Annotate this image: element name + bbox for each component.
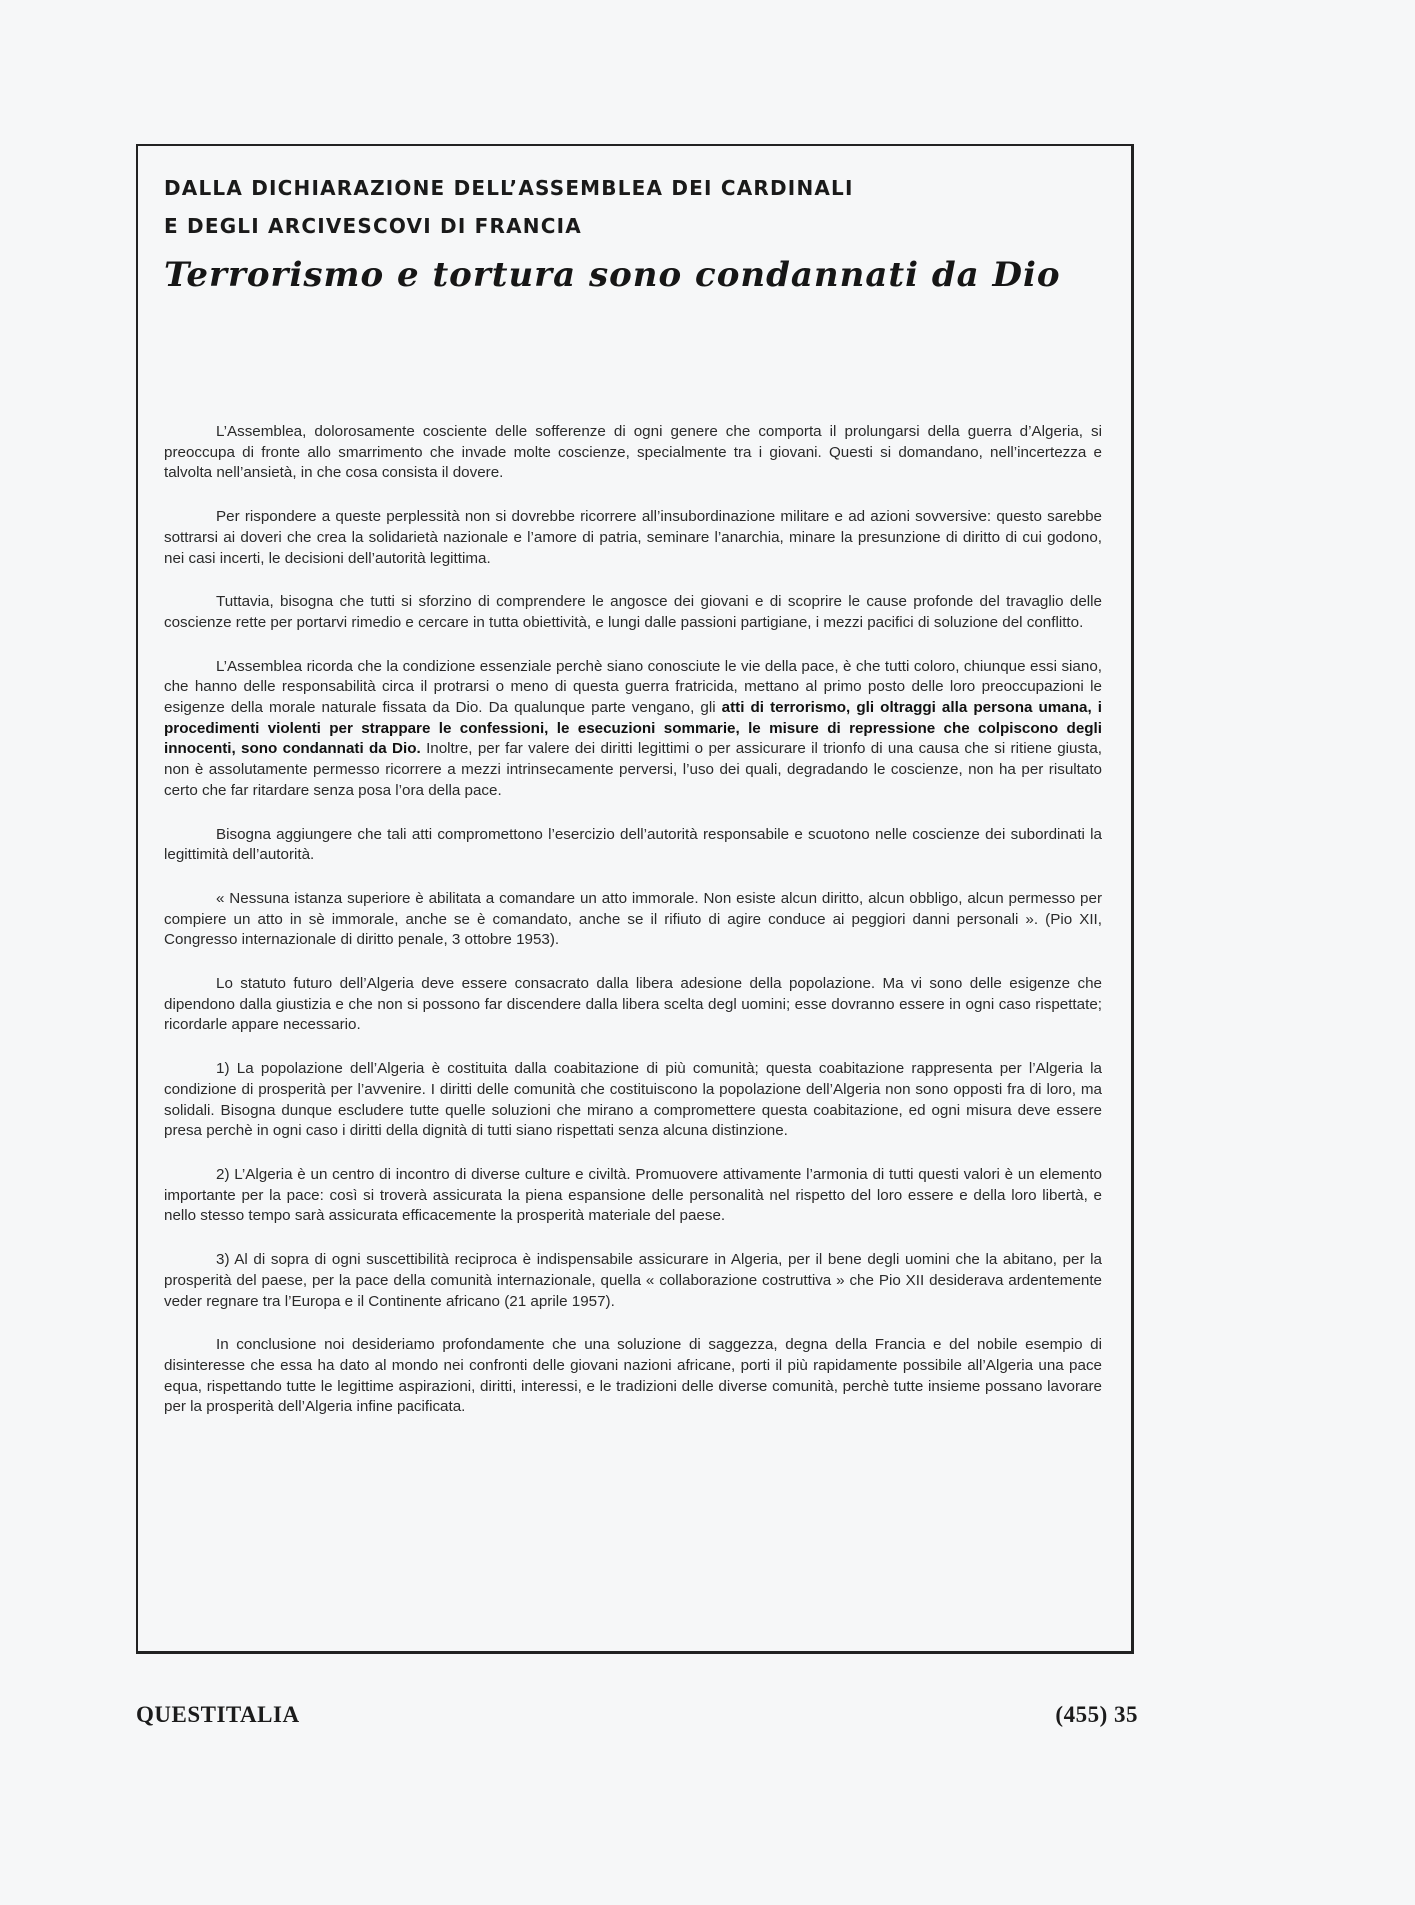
paragraph-11-conclusion: In conclusione noi desideriamo profondamente che una soluzione di saggezza, degna della Francia e del nobile esempio di disinteresse che essa ha dato al mondo nei confronti delle giovani nazioni africane, porti il più rapidamente possibile all’Algeria una pace equa, rispettando tutte le legittime aspirazioni, diritti, interessi, e le tradizioni delle diverse comunità, perchè tutte insieme possano lavorare per la prosperità dell’Algeria infine pacificata.	[164, 1336, 1102, 1416]
paragraph-7: Lo statuto futuro dell’Algeria deve essere consacrato dalla libera adesione della popolazione. Ma vi sono delle esigenze che dipendono dalla giustizia e che non si possono far discendere dalla libera scelta degl uomini; esse dovranno essere in ogni caso rispettate; ricordarle appare necessario.	[164, 975, 1102, 1034]
article-frame	[136, 144, 1134, 1654]
article-title: Terrorismo e tortura sono condannati da Dio	[164, 255, 1061, 295]
footer-page-number: (455) 35	[1055, 1702, 1138, 1727]
paragraph-4-after: Inoltre, per far valere dei diritti legittimi o per assicurare il trionfo di una causa che si ritiene giusta, non è assolutamente permesso ricorrere a mezzi intrinsecamente perversi, l’uso dei quali, degradando le coscienze, non ha per risultato certo che far ritardare senza posa l’ora della pace.	[164, 740, 1102, 799]
paragraph-6-quote: « Nessuna istanza superiore è abilitata a comandare un atto immorale. Non esiste alcun diritto, alcun obbligo, alcun permesso per compiere un atto in sè immorale, anche se è comandato, anche se il rifiuto di agire conduce ai peggiori danni personali ». (Pio XII, Congresso internazionale di diritto penale, 3 ottobre 1953).	[164, 889, 1102, 949]
paragraph-3: Tuttavia, bisogna che tutti si sforzino di comprendere le angosce dei giovani e di scoprire le cause profonde del travaglio delle coscienze rette per portarvi rimedio e cercare in tutta obiettività, e lungi dalle passioni partigiane, i mezzi pacifici di soluzione del conflitto.	[164, 593, 1102, 631]
paragraph-4-bold: atti di terrorismo, gli oltraggi alla persona umana, i procedimenti violenti per strappare le confessioni, le esecuzioni sommarie, le misure di repressione che colpiscono degli innocenti, sono condannati da Dio.	[164, 699, 1102, 758]
article-body	[164, 422, 1102, 1418]
paragraph-1: L’Assemblea, dolorosamente cosciente delle sofferenze di ogni genere che comporta il prolungarsi della guerra d’Algeria, si preoccupa di fronte allo smarrimento che invade molte coscienze, specialmente tra i giovani. Questi si domandano, nell’incertezza e talvolta nell’ansietà, in che cosa consista il dovere.	[164, 423, 1102, 482]
paragraph-8-point-1: 1) La popolazione dell’Algeria è costituita dalla coabitazione di più comunità; questa coabitazione rappresenta per l’Algeria la condizione di prosperità per l’avvenire. I diritti delle comunità che costituiscono la popolazione dell’Algeria non sono opposti fra di loro, ma solidali. Bisogna dunque escludere tutte quelle soluzioni che mirano a compromettere questa coabitazione, ed ogni misura deve essere presa perchè in ogni caso i diritti della dignità di tutti siano rispettati senza alcuna distinzione.	[164, 1060, 1102, 1140]
article-content	[164, 178, 1102, 1441]
paragraph-4	[164, 657, 1102, 802]
header-line-2: E DEGLI ARCIVESCOVI DI FRANCIA	[164, 214, 582, 238]
header-line-1: DALLA DICHIARAZIONE DELL’ASSEMBLEA DEI CARDINALI	[164, 176, 854, 200]
paragraph-10-point-3: 3) Al di sopra di ogni suscettibilità reciproca è indispensabile assicurare in Algeria, per il bene degli uomini che la abitano, per la prosperità del paese, per la pace della comunità internazionale, quella « collaborazione costruttiva » che Pio XII desiderava ardentemente veder regnare tra l’Europa e il Continente africano (21 aprile 1957).	[164, 1251, 1102, 1310]
paragraph-9-point-2: 2) L’Algeria è un centro di incontro di diverse culture e civiltà. Promuovere attivamente l’armonia di tutti questi valori è un elemento importante per la pace: così si troverà assicurata la piena espansione delle personalità nel rispetto del loro essere e della loro libertà, e nello stesso tempo sarà assicurata efficacemente la prosperità materiale del paese.	[164, 1165, 1102, 1225]
paragraph-2: Per rispondere a queste perplessità non si dovrebbe ricorrere all’insubordinazione militare e ad azioni sovversive: questo sarebbe sottrarsi ai doveri che crea la solidarietà nazionale e l’amore di patria, seminare l’anarchia, minare la presunzione di diritto di cui godono, nei casi incerti, le decisioni dell’autorità legittima.	[164, 508, 1102, 567]
footer-magazine-name: QUESTITALIA	[136, 1702, 300, 1727]
paragraph-4-before: L’Assemblea ricorda che la condizione essenziale perchè siano conosciute le vie della pace, è che tutti coloro, chiunque essi siano, che hanno delle responsabilità circa il protrarsi o meno di questa guerra fratricida, mettano al primo posto delle loro preoccupazioni le esigenze della morale naturale fissata da Dio. Da qualunque parte vengano, gli	[164, 657, 1102, 717]
paragraph-5: Bisogna aggiungere che tali atti compromettono l’esercizio dell’autorità responsabile e scuotono nelle coscienze dei subordinati la legittimità dell’autorità.	[164, 825, 1102, 864]
